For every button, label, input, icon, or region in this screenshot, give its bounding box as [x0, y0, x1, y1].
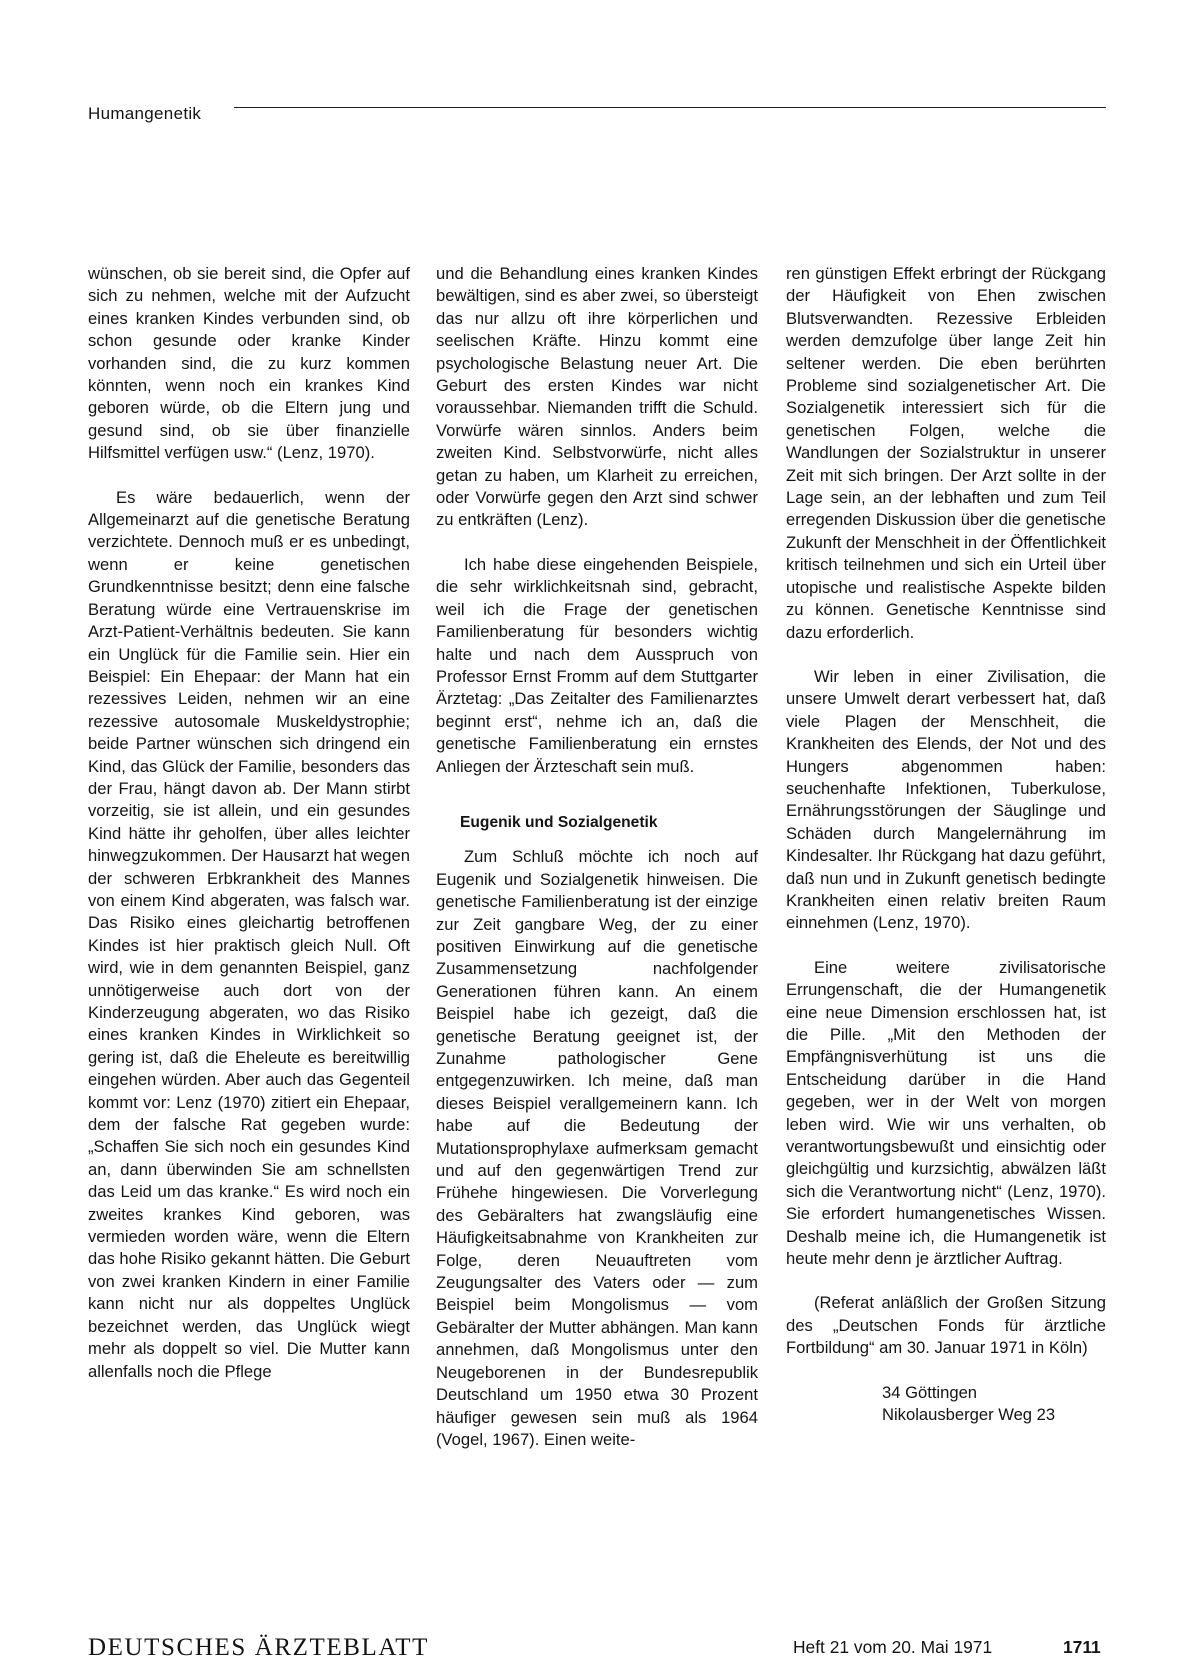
paragraph: und die Behandlung eines kranken Kindes bewältigen, sind es aber zwei, so übersteigt das nur allzu oft ihre körperlichen und seelischen Kräfte. Hinzu kommt eine psychologische Belastung neuer Art. Die Geburt des ersten Kindes war nicht voraussehbar. Niemanden trifft die Schuld. Vorwürfe wären sinnlos. Anders beim zweiten Kind. Selbstvorwürfe, nicht alles getan zu haben, um Klarheit zu erreichen, oder Vorwürfe gegen den Arzt sind schwer zu entkräften (Lenz).: [436, 264, 758, 530]
paragraph: ren günstigen Effekt erbringt der Rückgang der Häufigkeit von Ehen zwischen Blutsverwandten. Rezessive Erbleiden werden demzufolge über lange Zeit hin seltener werden. Die eben berührten Probleme sind sozialgenetischer Art. Die Sozialgenetik interessiert sich für die genetischen Folgen, welche die Wandlungen der Sozialstruktur in unserer Zeit mit sich bringen. Der Arzt sollte in der Lage sein, an der lebhaften und zum Teil erregenden Diskussion über die genetische Zukunft der Menschheit in der Öffentlichkeit kritisch teilnehmen und sich ein Urteil über utopische und realistische Aspekte bilden zu können. Genetische Kenntnisse sind dazu erforderlich.: [786, 264, 1106, 642]
header-rule: [234, 107, 1106, 108]
page-number: 1711: [1063, 1637, 1101, 1657]
paragraph: Ich habe diese eingehenden Beispiele, die sehr wirklichkeitsnah sind, gebracht, weil ich die Frage der genetischen Familienberatung für besonders wichtig halte und nach dem Ausspruch von Professor Ernst Fromm auf dem Stuttgarter Ärztetag: „Das Zeitalter des Familienarztes beginnt erst“, nehme ich an, daß die genetische Familienberatung ein ernstes Anliegen der Ärzteschaft sein muß.: [436, 554, 758, 776]
issue-info: Heft 21 vom 20. Mai 1971: [793, 1637, 993, 1657]
author-address: [882, 1382, 1106, 1427]
paragraph: Wir leben in einer Zivilisation, die unsere Umwelt derart verbessert hat, daß viele Plagen der Menschheit, die Krankheiten des Elends, der Not und des Hungers abgenommen haben: seuchenhafte Infektionen, Tuberkulose, Ernährungsstörungen der Säuglinge und Schäden durch Mangelernährung im Kindesalter. Ihr Rückgang hat dazu geführt, daß nun und in Zukunft genetisch bedingte Krankheiten einen relativ breiten Raum einnehmen (Lenz, 1970).: [786, 666, 1106, 933]
text-column-1: [88, 263, 410, 1383]
paragraph: (Referat anläßlich der Großen Sitzung des „Deutschen Fonds für ärztliche Fortbildung“ am 30. Januar 1971 in Köln): [786, 1293, 1106, 1358]
section-header-label: Humangenetik: [88, 104, 202, 123]
text-column-2: [436, 263, 758, 1451]
section-heading: Eugenik und Sozialgenetik: [460, 813, 658, 831]
address-line: Nikolausberger Weg 23: [882, 1405, 1056, 1425]
text-column-3: [786, 263, 1106, 1427]
paragraph: Eine weitere zivilisatorische Errungenschaft, die der Humangenetik eine neue Dimension erschlossen hat, ist die Pille. „Mit den Methoden der Empfängnisverhütung ist uns die Entscheidung darüber in die Hand gegeben, wer in der Welt von morgen leben wird. Wie wir uns verhalten, ob verantwortungsbewußt und einsichtig oder gleichgültig und kurzsichtig, abwälzen läßt sich die Verantwortung nicht“ (Lenz, 1970). Sie erfordert humangenetisches Wissen. Deshalb meine ich, die Humangenetik ist heute mehr denn je ärztlicher Auftrag.: [786, 957, 1106, 1269]
paragraph: Es wäre bedauerlich, wenn der Allgemeinarzt auf die genetische Beratung verzichtete. Dennoch muß er es unbedingt, wenn er keine genetischen Grundkenntnisse besitzt; denn eine falsche Beratung würde eine Vertrauenskrise im Arzt-Patient-Verhältnis bedeuten. Sie kann ein Unglück für die Familie sein. Hier ein Beispiel: Ein Ehepaar: der Mann hat ein rezessives Leiden, nehmen wir an eine rezessive autosomale Muskeldystrophie; beide Partner wünschen sich dringend ein Kind, das Glück der Familie, besonders das der Frau, hängt davon ab. Der Mann stirbt vorzeitig, sie ist allein, und ein gesundes Kind hätte ihr geholfen, über alles leichter hinwegzukommen. Der Hausarzt hat wegen der schweren Erbkrankheit des Mannes von einem Kind abgeraten, was falsch war. Das Risiko eines gleichartig betroffenen Kindes ist hier praktisch gleich Null. Oft wird, wie in dem genannten Beispiel, ganz unnötigerweise auch dort von der Kinderzeugung abgeraten, wo das Risiko eines kranken Kindes in Wirklichkeit so gering ist, daß die Eheleute es bereitwillig eingehen würden. Aber auch das Gegenteil kommt vor: Lenz (1970) zitiert ein Ehepaar, dem der falsche Rat gegeben wurde: „Schaffen Sie sich noch ein gesundes Kind an, dann überwinden Sie am schnellsten das Leid um das kranke.“ Es wird noch ein zweites krankes Kind geboren, was vermieden worden wäre, wenn die Eltern das hohe Risiko gekannt hätten. Die Geburt von zwei kranken Kindern in einer Familie kann nicht nur als doppeltes Unglück bezeichnet werden, das Unglück wiegt mehr als doppelt so viel. Die Mutter kann allenfalls noch die Pflege: [88, 487, 410, 1381]
paragraph: wünschen, ob sie bereit sind, die Opfer auf sich zu nehmen, welche mit der Aufzucht eines kranken Kindes verbunden sind, ob schon gesunde oder kranke Kinder vorhanden sind, die zu kurz kommen könnten, wenn noch ein krankes Kind geboren würde, ob die Eltern jung und gesund sind, ob sie über finanzielle Hilfsmittel verfügen usw.“ (Lenz, 1970).: [88, 264, 410, 463]
paragraph: Zum Schluß möchte ich noch auf Eugenik und Sozialgenetik hinweisen. Die genetische Familienberatung ist der einzige zur Zeit gangbare Weg, der zu einer positiven Einwirkung auf die genetische Zusammensetzung nachfolgender Generationen führen kann. An einem Beispiel habe ich gezeigt, daß die genetische Beratung geeignet ist, der Zunahme pathologischer Gene entgegenzuwirken. Ich meine, daß man dieses Beispiel verallgemeinern kann. Ich habe auf die Bedeutung der Mutationsprophylaxe aufmerksam gemacht und auf den gegenwärtigen Trend zur Frühehe hingewiesen. Die Vorverlegung des Gebäralters hat zwangsläufig eine Häufigkeitsabnahme von Krankheiten zur Folge, deren Neuauftreten vom Zeugungsalter des Vaters oder — zum Beispiel beim Mongolismus — vom Gebäralter der Mutter abhängen. Man kann annehmen, daß Mongolismus unter den Neugeborenen in der Bundesrepublik Deutschland um 1950 etwa 30 Prozent häufiger gewesen sein muß als 1964 (Vogel, 1967). Einen weite-: [436, 847, 758, 1449]
address-line: 34 Göttingen: [882, 1382, 978, 1402]
journal-title: DEUTSCHES ÄRZTEBLATT: [88, 1634, 430, 1661]
